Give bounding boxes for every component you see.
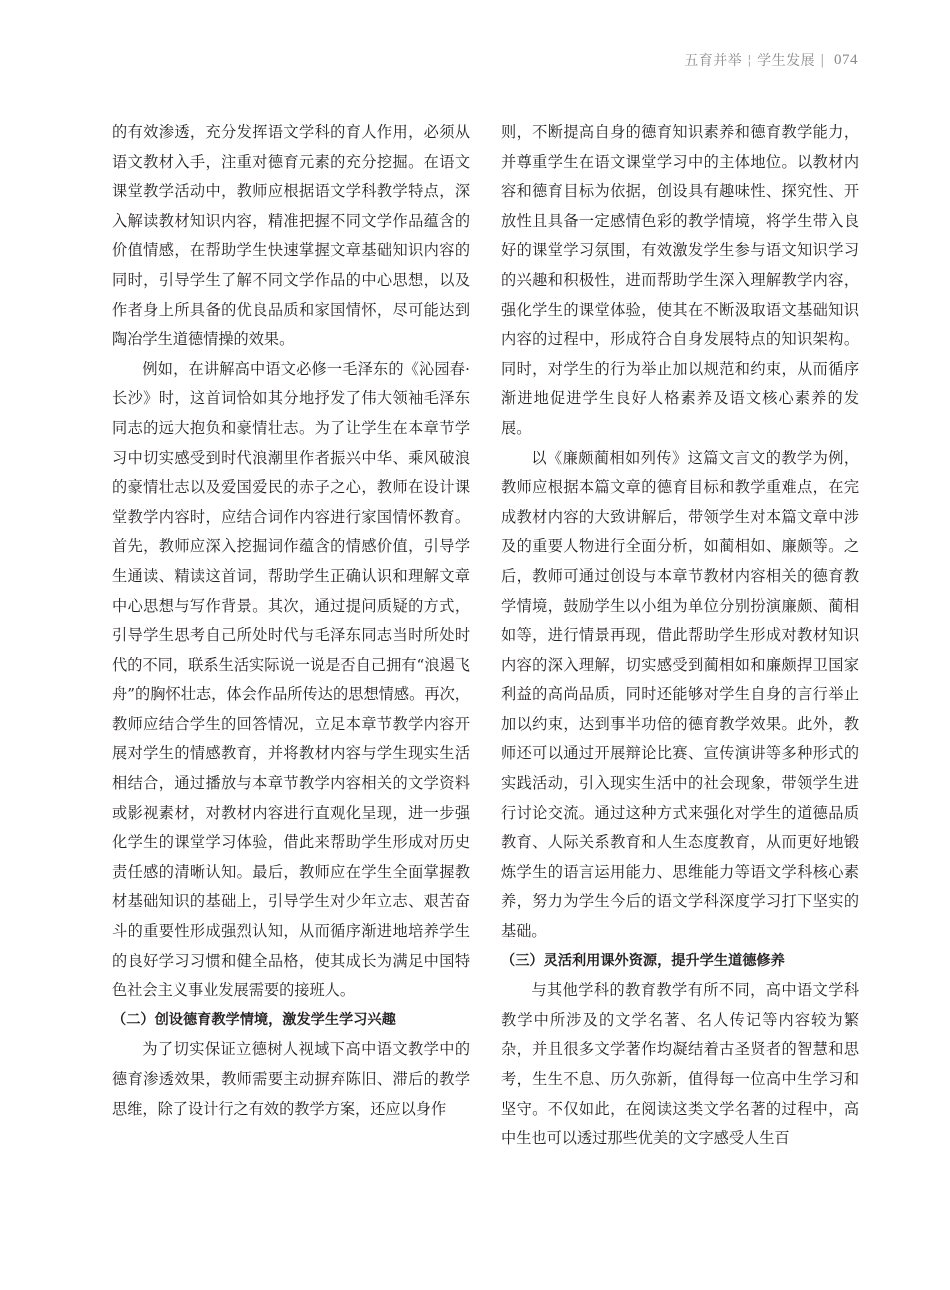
- header-book-title: 五育并举: [684, 53, 743, 69]
- section-heading-3: （三）灵活利用课外资源，提升学生道德修养: [501, 952, 785, 969]
- section-heading-2: （二）创设德育教学情境，激发学生学习兴趣: [112, 1011, 396, 1028]
- right-column: [501, 118, 859, 1154]
- header-section-title: 学生发展: [757, 53, 816, 69]
- right-paragraph-1: 则，不断提高自身的德育知识素养和德育教学能力，并尊重学生在语文课堂学习中的主体地位。以教材内容和德育目标为依据，创设具有趣味性、探究性、开放性且具备一定感情色彩的教学情境，将学生带入良好的课堂学习氛围，有效激发学生参与语文知识学习的兴趣和积极性，进而帮助学生深入理解教学内容，强化学生的课堂体验，使其在不断汲取语文基础知识内容的过程中，形成符合自身发展特点的知识架构。同时，对学生的行为举止加以规范和约束，从而循序渐进地促进学生良好人格素养及语文核心素养的发展。: [501, 123, 859, 437]
- header-separator-bar: |: [820, 52, 825, 68]
- header-separator: ¦: [747, 52, 753, 68]
- left-paragraph-3: 为了切实保证立德树人视域下高中语文教学中的德育渗透效果，教师需要主动摒弃陈旧、滞后的教学思维，除了设计行之有效的教学方案，还应以身作: [112, 1040, 470, 1118]
- page-number: 074: [834, 51, 858, 68]
- right-paragraph-2: 以《廉颇蔺相如列传》这篇文言文的教学为例，教师应根据本篇文章的德育目标和教学重难点，在完成教材内容的大致讲解后，带领学生对本篇文章中涉及的重要人物进行全面分析，如蔺相如、廉颇等。之后，教师可通过创设与本章节教材内容相关的德育教学情境，鼓励学生以小组为单位分别扮演廉颇、蔺相如等，进行情景再现，借此帮助学生形成对教材知识内容的深入理解，切实感受到蔺相如和廉颇捍卫国家利益的高尚品质，同时还能够对学生自身的言行举止加以约束，达到事半功倍的德育教学效果。此外，教师还可以通过开展辩论比赛、宣传演讲等多种形式的实践活动，引入现实生活中的社会现象，带领学生进行讨论交流。通过这种方式来强化对学生的道德品质教育、人际关系教育和人生态度教育，从而更好地锻炼学生的语言运用能力、思维能力等语文学科核心素养，努力为学生今后的语文学科深度学习打下坚实的基础。: [501, 448, 859, 941]
- left-paragraph-1: 的有效渗透，充分发挥语文学科的育人作用，必须从语文教材入手，注重对德育元素的充分挖掘。在语文课堂教学活动中，教师应根据语文学科教学特点，深入解读教材知识内容，精准把握不同文学作品蕴含的价值情感，在帮助学生快速掌握文章基础知识内容的同时，引导学生了解不同文学作品的中心思想，以及作者身上所具备的优良品质和家国情怀，尽可能达到陶冶学生道德情操的效果。: [112, 123, 470, 349]
- left-column: [112, 118, 470, 1124]
- left-paragraph-2: 例如，在讲解高中语文必修一毛泽东的《沁园春·长沙》时，这首词恰如其分地抒发了伟大领袖毛泽东同志的远大抱负和豪情壮志。为了让学生在本章节学习中切实感受到时代浪潮里作者振兴中华、乘风破浪的豪情壮志以及爱国爱民的赤子之心，教师在设计课堂教学内容时，应结合词作内容进行家国情怀教育。首先，教师应深入挖掘词作蕴含的情感价值，引导学生通读、精读这首词，帮助学生正确认识和理解文章中心思想与写作背景。其次，通过提问质疑的方式，引导学生思考自己所处时代与毛泽东同志当时所处时代的不同，联系生活实际说一说是否自己拥有“浪遏飞舟”的胸怀壮志，体会作品所传达的思想情感。再次，教师应结合学生的回答情况，立足本章节教学内容开展对学生的情感教育，并将教材内容与学生现实生活相结合，通过播放与本章节教学内容相关的文学资料或影视素材，对教材内容进行直观化呈现，进一步强化学生的课堂学习体验，借此来帮助学生形成对历史责任感的清晰认知。最后，教师应在学生全面掌握教材基础知识的基础上，引导学生对少年立志、艰苦奋斗的重要性形成强烈认知，从而循序渐进地培养学生的良好学习习惯和健全品格，使其成长为满足中国特色社会主义事业发展需要的接班人。: [112, 359, 470, 1000]
- running-header: [684, 50, 858, 70]
- right-paragraph-3: 与其他学科的教育教学有所不同，高中语文学科教学中所涉及的文学名著、名人传记等内容较为繁杂，并且很多文学著作均凝结着古圣贤者的智慧和思考，生生不息、历久弥新，值得每一位高中生学习和坚守。不仅如此，在阅读这类文学名著的过程中，高中生也可以透过那些优美的文字感受人生百: [501, 981, 859, 1148]
